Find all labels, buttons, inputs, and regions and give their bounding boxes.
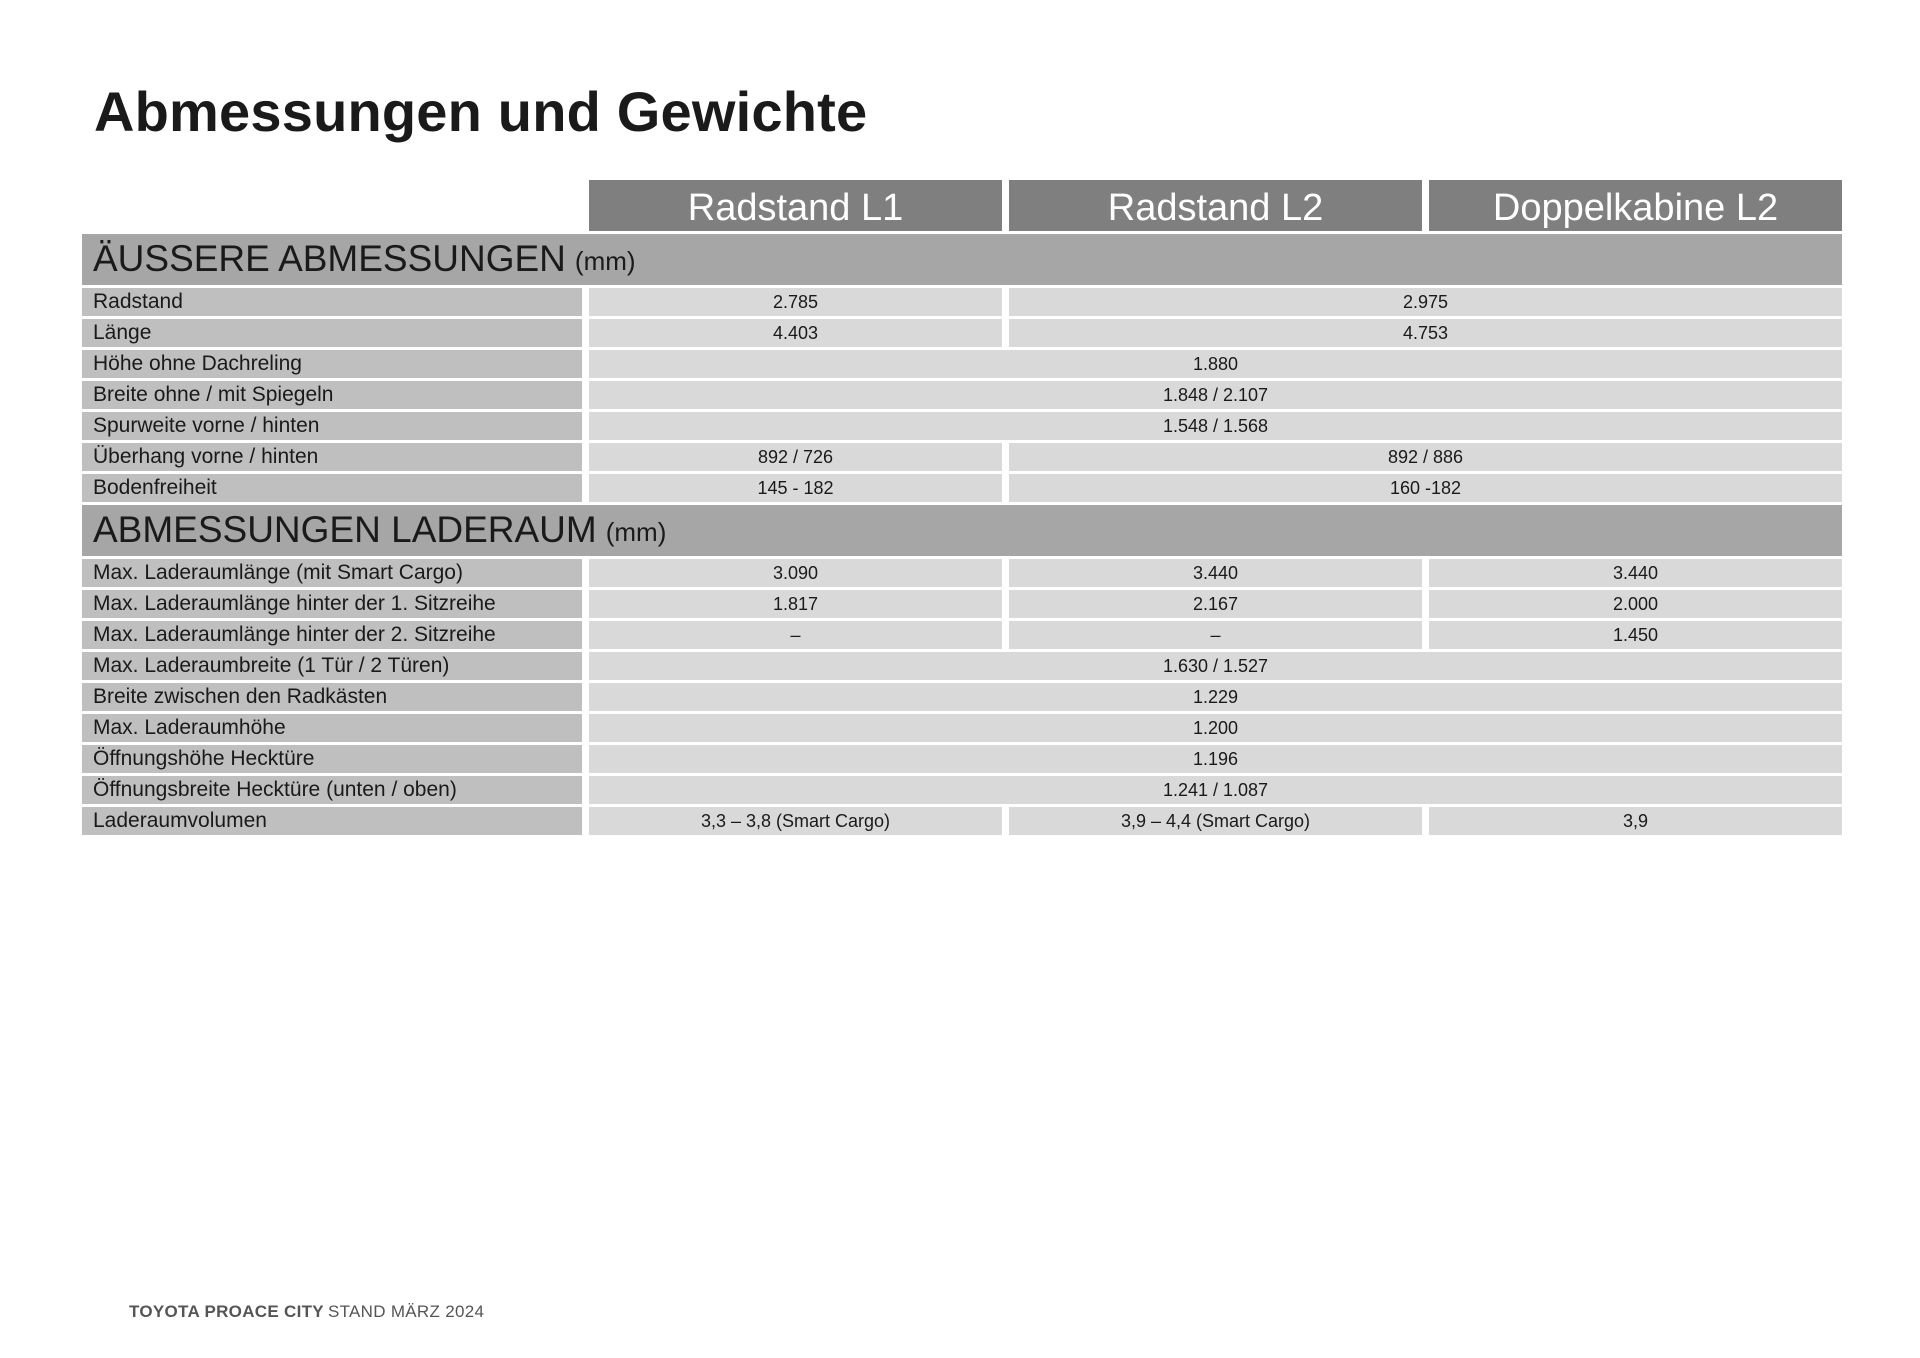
row-label: Länge	[82, 319, 582, 347]
row-label: Spurweite vorne / hinten	[82, 412, 582, 440]
table-cell: 3,9	[1429, 807, 1842, 835]
row-label: Max. Laderaumlänge hinter der 1. Sitzreihe	[82, 590, 582, 618]
footer-brand: TOYOTA PROACE CITY	[129, 1302, 324, 1321]
footer-stand: STAND MÄRZ 2024	[327, 1302, 485, 1321]
row-label: Breite ohne / mit Spiegeln	[82, 381, 582, 409]
row-label: Max. Laderaumlänge hinter der 2. Sitzreihe	[82, 621, 582, 649]
section-header	[82, 234, 1842, 285]
row-label: Höhe ohne Dachreling	[82, 350, 582, 378]
row-label: Max. Laderaumlänge (mit Smart Cargo)	[82, 559, 582, 587]
section-title: ABMESSUNGEN LADERAUM	[93, 509, 597, 550]
column-header-radstand-l1: Radstand L1	[589, 180, 1002, 231]
row-label: Breite zwischen den Radkästen	[82, 683, 582, 711]
spec-table	[82, 180, 1849, 835]
section-unit: (mm)	[605, 517, 667, 547]
table-cell: –	[589, 621, 1002, 649]
row-label: Max. Laderaumhöhe	[82, 714, 582, 742]
table-cell: 4.403	[589, 319, 1002, 347]
table-cell: 1.817	[589, 590, 1002, 618]
column-header-radstand-l2: Radstand L2	[1009, 180, 1422, 231]
section-header	[82, 505, 1842, 556]
row-label: Laderaumvolumen	[82, 807, 582, 835]
table-cell: –	[1009, 621, 1422, 649]
table-cell: 3.440	[1429, 559, 1842, 587]
table-cell: 2.167	[1009, 590, 1422, 618]
table-cell: 2.975	[1009, 288, 1842, 316]
section-unit: (mm)	[574, 246, 636, 276]
table-cell: 892 / 726	[589, 443, 1002, 471]
table-cell: 2.785	[589, 288, 1002, 316]
page-footer	[129, 1302, 484, 1322]
table-cell: 160 -182	[1009, 474, 1842, 502]
row-label: Max. Laderaumbreite (1 Tür / 2 Türen)	[82, 652, 582, 680]
table-cell: 3,3 – 3,8 (Smart Cargo)	[589, 807, 1002, 835]
row-label: Radstand	[82, 288, 582, 316]
table-cell: 1.880	[589, 350, 1842, 378]
table-cell: 1.548 / 1.568	[589, 412, 1842, 440]
row-label: Überhang vorne / hinten	[82, 443, 582, 471]
table-corner	[82, 180, 582, 231]
table-cell: 2.000	[1429, 590, 1842, 618]
row-label: Öffnungshöhe Hecktüre	[82, 745, 582, 773]
table-cell: 1.196	[589, 745, 1842, 773]
table-cell: 1.630 / 1.527	[589, 652, 1842, 680]
table-cell: 145 - 182	[589, 474, 1002, 502]
page-title: Abmessungen und Gewichte	[94, 80, 868, 143]
table-cell: 1.229	[589, 683, 1842, 711]
table-cell: 1.241 / 1.087	[589, 776, 1842, 804]
table-cell: 3,9 – 4,4 (Smart Cargo)	[1009, 807, 1422, 835]
row-label: Bodenfreiheit	[82, 474, 582, 502]
table-cell: 3.090	[589, 559, 1002, 587]
table-cell: 1.848 / 2.107	[589, 381, 1842, 409]
table-cell: 1.450	[1429, 621, 1842, 649]
table-cell: 1.200	[589, 714, 1842, 742]
column-header-doppelkabine-l2: Doppelkabine L2	[1429, 180, 1842, 231]
table-cell: 4.753	[1009, 319, 1842, 347]
table-cell: 3.440	[1009, 559, 1422, 587]
table-cell: 892 / 886	[1009, 443, 1842, 471]
section-title: ÄUSSERE ABMESSUNGEN	[93, 238, 566, 279]
row-label: Öffnungsbreite Hecktüre (unten / oben)	[82, 776, 582, 804]
